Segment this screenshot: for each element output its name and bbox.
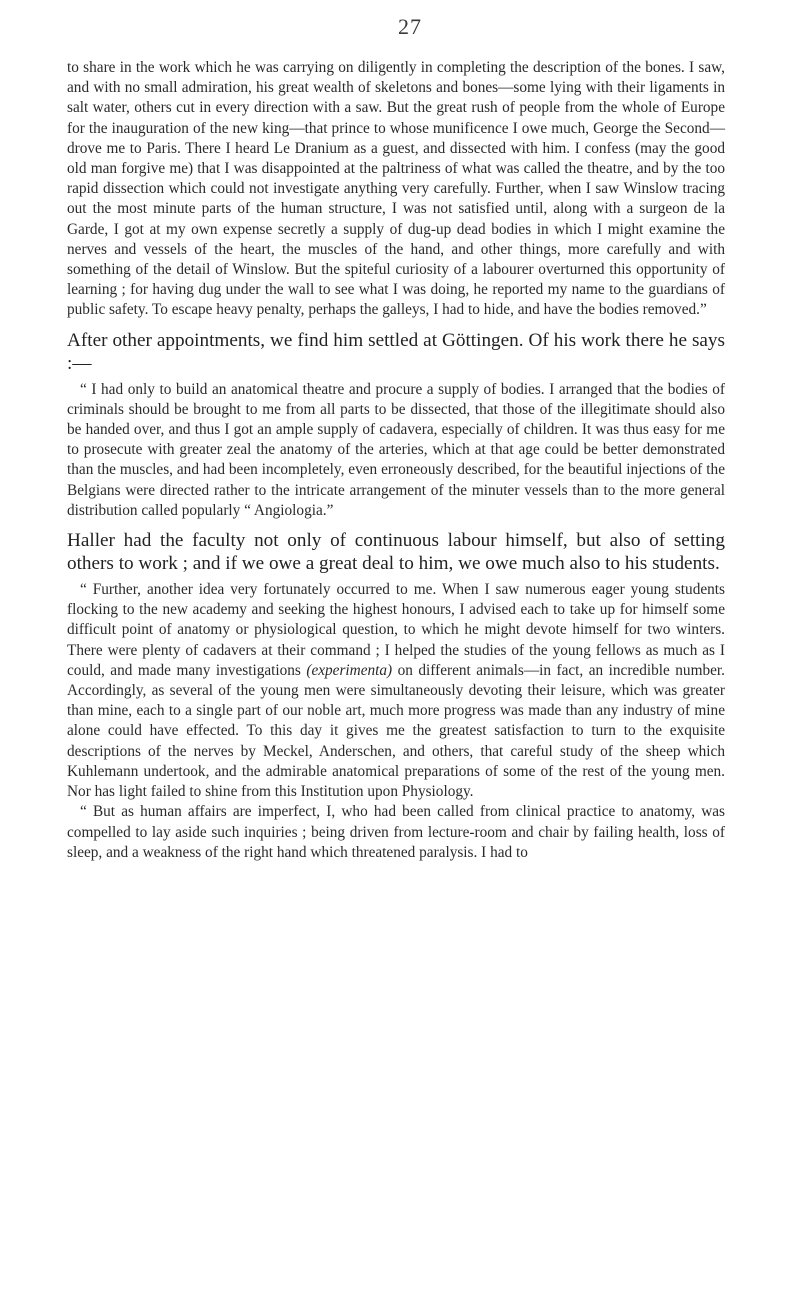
page-number: 27 <box>398 14 422 39</box>
quote-paragraph-students-work <box>67 580 725 802</box>
narrative-paragraph-gottingen: After other appointments, we find him settled at Göttingen. Of his work there he says :— <box>67 329 725 374</box>
page-body <box>67 58 725 863</box>
quote-text-part-2: on different animals—in fact, an incredible number. Accordingly, as several of the young men were simultaneously devoting their leisure, which was greater than mine, each to a single part of our noble art, much more progress was made than any industry of mine alone could have effected. To this day it gives me the greatest satisfaction to turn to the exquisite descriptions of the nerves by Meckel, Anderschen, and others, that careful study of the sheep which Kuhlemann undertook, and the admirable anatomical preparations of some of the rest of the young men. Nor has light failed to shine from this Institution upon Physiology. <box>67 661 725 801</box>
quote-paragraph-failing-health: “ But as human affairs are imperfect, I, who had been called from clinical practice to anatomy, was compelled to lay aside such inquiries ; being driven from lecture-room and chair by failing health, loss of sleep, and a weakness of the right hand which threatened paralysis. I had to <box>67 803 725 861</box>
quote-text-part-1: “ Further, another idea very fortunately occurred to me. When I saw numerous eager young students flocking to the new academy and seeking the highest honours, I advised each to take up for himself some difficult point of anatomy or physiological question, to which he might devote himself for two winters. There were plenty of cadavers at their command ; I helped the studies of the young fellows as much as I could, and made many investigations <box>67 581 725 679</box>
quote-paragraph-paris: to share in the work which he was carrying on diligently in completing the description of the bones. I saw, and with no small admiration, his great wealth of skeletons and bones—some lying with their ligaments in salt water, others cut in every direction with a saw. But the great rush of people from the whole of Europe for the inauguration of the new king—that prince to whose munificence I owe much, George the Second—drove me to Paris. There I heard Le Dranium as a guest, and dissected with him. I confess (may the good old man forgive me) that I was disappointed at the paltriness of what was called the theatre, and by the too rapid dissection which could not investigate anything very carefully. Further, when I saw Winslow tracing out the most minute parts of the human structure, I was not satisfied until, along with a surgeon de la Garde, I got at my own expense secretly a supply of dug-up dead bodies in which I might examine the nerves and vessels of the heart, the muscles of the hand, and other things, more carefully and with something of the detail of Winslow. But the spiteful curiosity of a labourer overturned this opportunity of learning ; for having dug under the wall to see what I was doing, he reported my name to the guardians of public safety. To escape heavy penalty, perhaps the galleys, I had to hide, and have the bodies removed.” <box>67 59 725 319</box>
quote-paragraph-anatomical-theatre: “ I had only to build an anatomical theatre and procure a supply of bodies. I arranged that the bodies of criminals should be brought to me from all parts to be dissected, that those of the illegitimate should also be handed over, and thus I got an ample supply of cadavera, especially of children. It was thus easy for me to prosecute with greater zeal the anatomy of the arteries, which at that age could be better demonstrated than the muscles, and had been incompletely, even erroneously described, for the beautiful injections of the Belgians were directed rather to the intricate arrangement of the minuter vessels than to the more general distribution called popularly “ Angiologia.” <box>67 380 725 519</box>
narrative-paragraph-students: Haller had the faculty not only of continuous labour himself, but also of setting others to work ; and if we owe a great deal to him, we owe much also to his students. <box>67 530 725 575</box>
italic-term-experimenta: (experimenta) <box>306 661 393 679</box>
